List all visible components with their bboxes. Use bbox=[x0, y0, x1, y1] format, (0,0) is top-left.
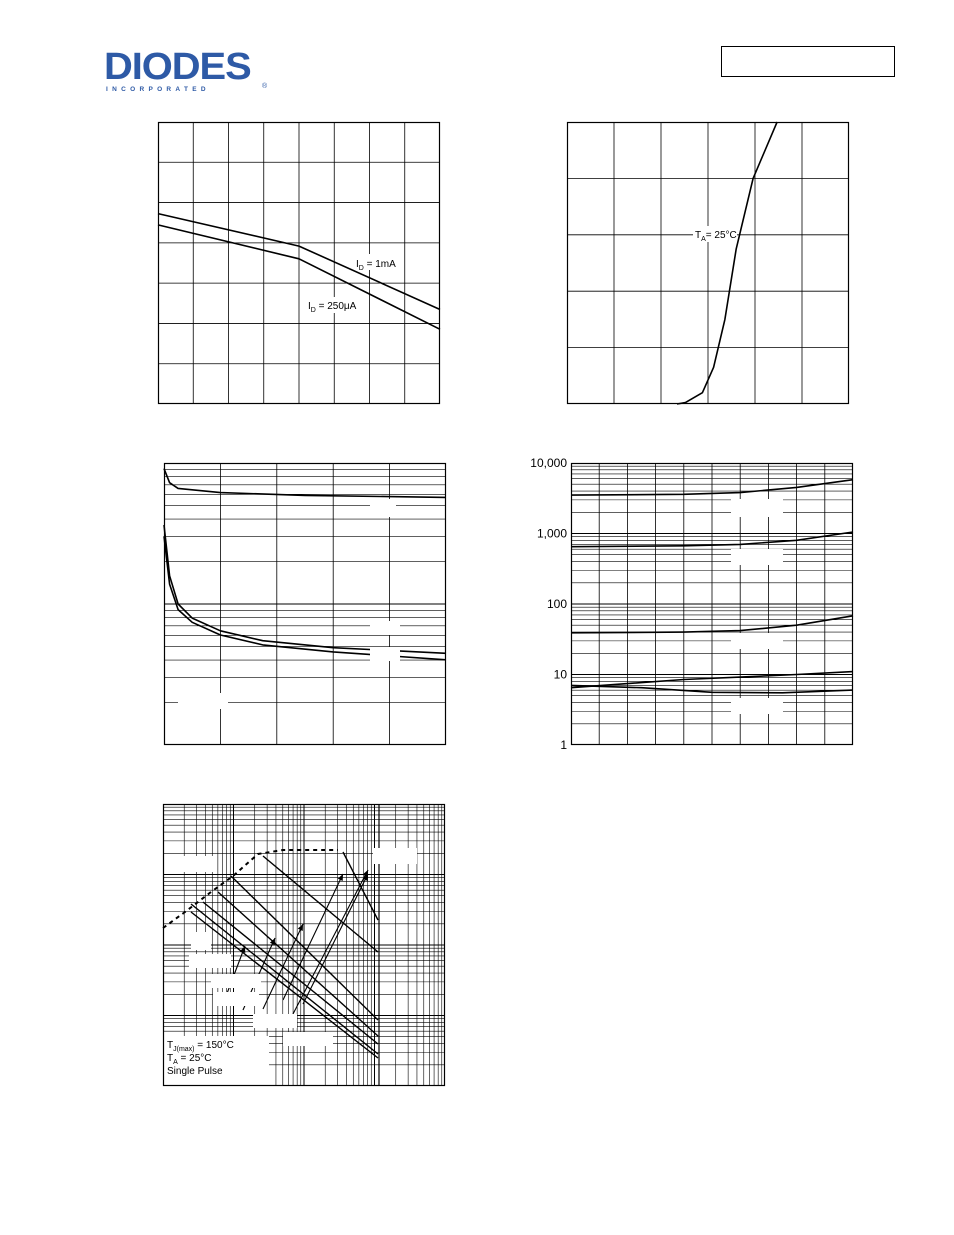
chart-3 bbox=[164, 463, 446, 745]
label-background bbox=[370, 621, 400, 635]
label-background bbox=[189, 954, 231, 968]
annotation-ta: $T_A= 25^\circ C$ bbox=[695, 230, 737, 243]
y-tick-label: 1,000 bbox=[536, 526, 567, 541]
label-background bbox=[211, 974, 261, 988]
label-background bbox=[283, 1032, 333, 1046]
series-line bbox=[164, 469, 446, 498]
callout-arrow bbox=[303, 874, 368, 1004]
annotation-id-1ma: $I_D = 1mA$ bbox=[356, 259, 396, 272]
logo-tagline: INCORPORATED bbox=[106, 86, 210, 93]
label-background bbox=[370, 499, 396, 517]
part-number-box bbox=[721, 46, 895, 77]
annotation-tjmax: $T_{J(max)} = 150^\circ C$ bbox=[167, 1040, 234, 1053]
chart-1 bbox=[158, 122, 440, 404]
chart-4 bbox=[530, 456, 853, 752]
series-line bbox=[164, 525, 446, 653]
registered-mark: ® bbox=[262, 83, 268, 90]
label-background bbox=[370, 647, 400, 661]
label-background bbox=[178, 693, 228, 709]
label-background bbox=[731, 698, 783, 714]
y-tick-label: 1 bbox=[560, 738, 567, 752]
diodes-logo bbox=[104, 46, 270, 96]
label-background bbox=[731, 633, 783, 649]
y-tick-label: 100 bbox=[546, 597, 567, 611]
label-background bbox=[731, 499, 783, 517]
label-background bbox=[213, 992, 259, 1006]
soa-line bbox=[343, 852, 378, 920]
chart-5 bbox=[163, 804, 445, 1086]
y-tick-label: 10 bbox=[553, 667, 567, 682]
chart-2 bbox=[567, 122, 849, 404]
series-line bbox=[164, 536, 446, 660]
logo-brand: DIODES bbox=[104, 46, 251, 88]
series-line bbox=[677, 122, 777, 404]
label-background bbox=[731, 549, 783, 565]
annotation-id-250ua: $I_D = 250\mu A$ bbox=[308, 301, 357, 314]
label-background bbox=[373, 848, 417, 864]
label-background bbox=[179, 856, 215, 872]
annotation-ta: $T_A = 25^\circ C$ bbox=[167, 1053, 212, 1066]
y-tick-label: 10,000 bbox=[530, 456, 567, 470]
label-background bbox=[253, 1014, 297, 1028]
annotation-single-pulse: Single Pulse bbox=[167, 1066, 223, 1077]
callout-arrow bbox=[283, 874, 343, 1000]
soa-line bbox=[263, 856, 378, 952]
label-background bbox=[191, 932, 211, 950]
soa-line bbox=[218, 892, 378, 1036]
